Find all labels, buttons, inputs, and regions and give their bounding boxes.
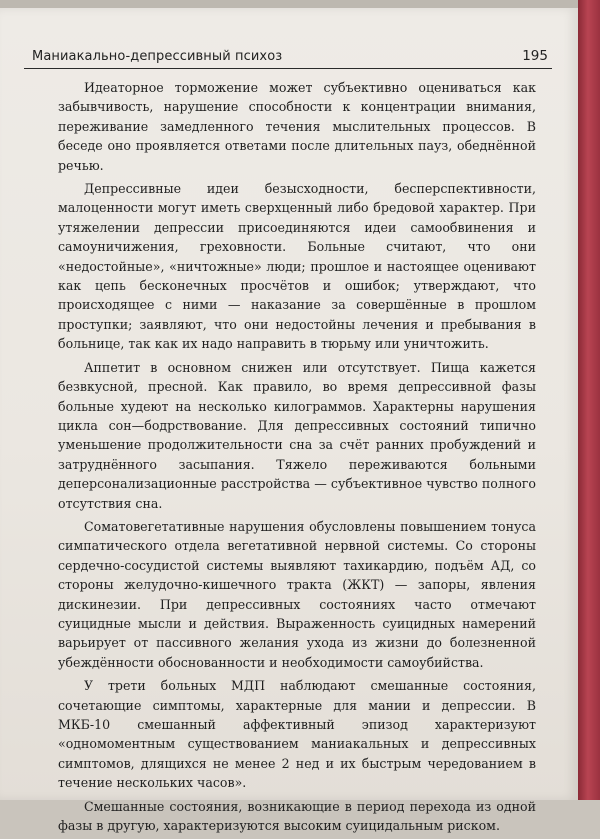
paragraph-mixed-states: У трети больных МДП наблюдают смешанные состояния, сочетающие симптомы, характерные для мании и депрессии. В МКБ-10 смешанный аффективный эпизод характеризуют «одномоментным существованием маниакальных и депрессивных симптомов, длящихся не менее 2 нед и их быстрым чередованием в течение нескольких часов». [58,678,536,791]
paragraph-depressive-ideas: Депрессивные идеи безысходности, бесперспективности, малоценности могут иметь сверхценный либо бредовой характер. При утяжелении депрессии присоединяются идеи самообвинения и самоуничижения, греховности. Больные считают, что они «недостойные», «ничтожные» люди; прошлое и настоящее оценивают как цепь бесконечных просчётов и ошибок; утверждают, что происходящее с ними — наказание за совершённые в прошлом проступки; заявляют, что они недостойны лечения и пребывания в больнице, так как их надо направить в тюрьму или уничтожить. [58,181,536,352]
running-header [24,38,552,69]
running-title: Маниакально-депрессивный психоз [32,49,283,64]
book-page [0,8,578,834]
paragraph-somatovegetative: Соматовегетативные нарушения обусловлены повышением тонуса симпатического отдела вегетативной нервной системы. Со стороны сердечно-сосудистой системы выявляют тахикардию, подъём АД, со стороны желудочно-кишечного тракта (ЖКТ) — запоры, явления дискинезии. При депрессивных состояниях часто отмечают суицидные мысли и действия. Выраженность суицидных намерений варьирует от пассивного желания ухода из жизни до болезненной убеждённости обоснованности и необходимости самоубийства. [58,518,536,670]
page-number: 195 [522,48,548,64]
paragraph-ideational-inhibition: Идеаторное торможение может субъективно оцениваться как забывчивость, нарушение способности к концентрации внимания, переживание замедленного течения мыслительных процессов. В беседе оно проявляется ответами после длительных пауз, обеднённой речью. [58,80,536,173]
paragraph-suicidal-risk: Смешанные состояния, возникающие в период перехода из одной фазы в другую, характеризуются высоким суицидальным риском. [58,798,536,834]
book-cover-edge [578,0,600,800]
body-text [58,78,536,839]
paragraph-appetite-sleep: Аппетит в основном снижен или отсутствует. Пища кажется безвкусной, пресной. Как правило, во время депрессивной фазы больные худеют на несколько килограммов. Характерны нарушения цикла сон—бодрствование. Для депрессивных состояний типично уменьшение продолжительности сна за счёт ранних пробуждений и затруднённого засыпания. Тяжело переживаются больными деперсонализационные расстройства — субъективное чувство полного отсутствия сна. [58,359,536,511]
